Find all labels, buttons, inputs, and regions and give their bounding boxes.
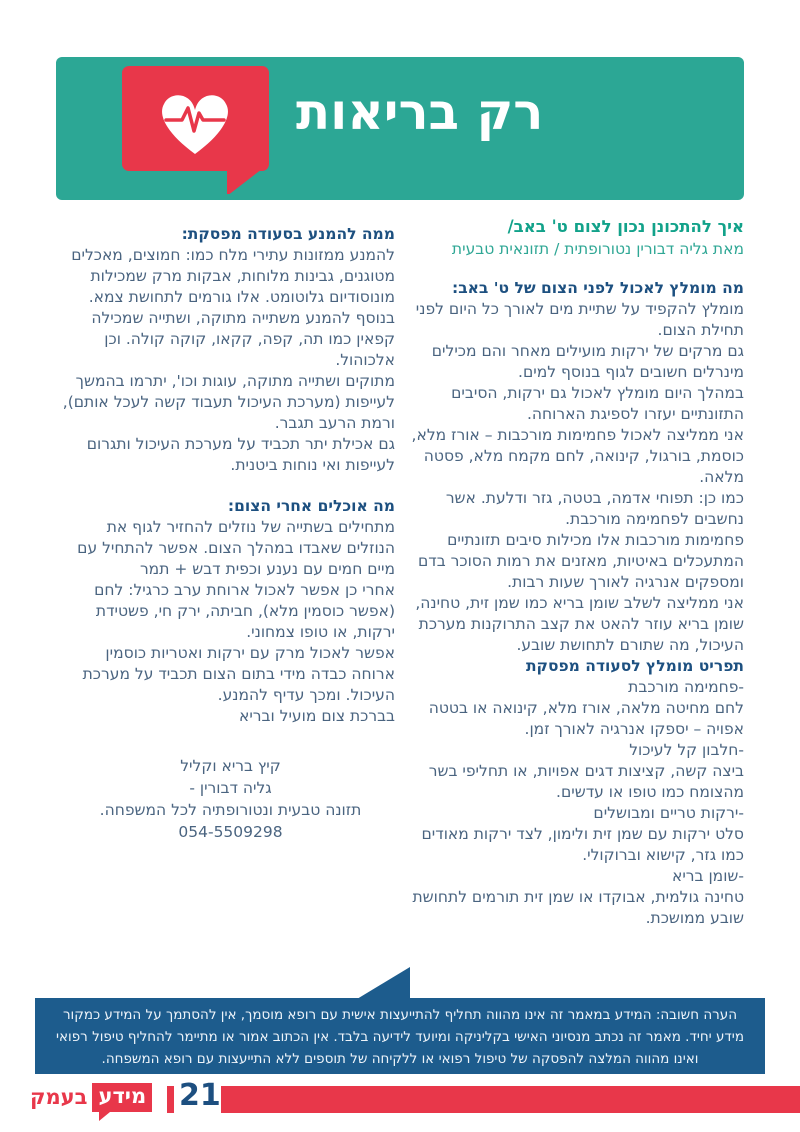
section-heading: תפריט מומלץ לסעודה מפסקת bbox=[525, 657, 744, 675]
publication-logo bbox=[30, 1083, 152, 1112]
section-heading: מה אוכלים אחרי הצום: bbox=[227, 497, 395, 515]
paragraph: אחרי כן אפשר לאכול ארוחת ערב כרגיל: לחם (אפשר כוסמין מלא), חביתה, ירק חי, פשטידת ירקות, או טופו צמחוני. bbox=[94, 581, 395, 641]
paragraph: מתחילים בשתייה של נוזלים להחזיר לגוף את הנוזלים שאבדו במהלך הצום. אפשר להתחיל עם מיים חמים עם נענע וכפית דבש + תמר bbox=[77, 518, 395, 578]
section-title: רק בריאות bbox=[296, 83, 544, 141]
paragraph: במהלך היום מומלץ לאכול גם ירקות, הסיבים התזונתיים יעזרו לספיגת הארוחה. bbox=[451, 384, 744, 423]
paragraph: סלט ירקות עם שמן זית ולימון, לצד ירקות מאודים כמו גזר, קישוא וברוקולי. bbox=[421, 825, 744, 864]
signature-line: קיץ בריא וקליל bbox=[180, 757, 281, 775]
article-title: איך להתכונן נכון לצום ט' באב/ bbox=[507, 217, 744, 236]
disclaimer-note: הערה חשובה: המידע במאמר זה אינו מהווה תחליף להתייעצות אישית עם רופא מוסמך, אין להסתמך על המידע כמקור מידע יחיד. מאמר זה נכתב מנסיוני האישי בקליניקה ומיועד לידיעה בלבד. אין הכתוב אמור או מתיימר להחליף טיפול רפואי ואינו מהווה המלצה להפסקה של טיפול רפואי או ללקיחה של תוספים ללא התייעצות עם רופא המשפחה. bbox=[35, 998, 765, 1074]
logo-word: בעמק bbox=[30, 1085, 88, 1109]
article-column-left bbox=[56, 216, 395, 929]
paragraph: להמנע ממזונות עתירי מלח כמו: חמוצים, מאכלים מטוגנים, גבינות מלוחות, אבקות מרק שמכילות מונוסודיום גלוטומט. אלו גורמים לתחושת צמא. bbox=[71, 246, 395, 306]
article-column-right bbox=[411, 216, 744, 929]
logo-speech-bubble: מידע bbox=[92, 1083, 152, 1112]
paragraph: גם מרקים של ירקות מועילים מאחר והם מכילים מינרלים חשובים לגוף בנוסף למים. bbox=[431, 342, 744, 381]
paragraph: מומלץ להקפיד על שתיית מים לאורך כל היום לפני תחילת הצום. bbox=[415, 300, 744, 339]
list-item: -חלבון קל לעיכול bbox=[629, 741, 744, 759]
article-body bbox=[56, 216, 744, 929]
paragraph: מתוקים ושתייה מתוקה, עוגות וכו', יתרמו בהמשך לעייפות (מערכת העיכול תעבוד קשה לעכל אותם), ורמת הרעב תגבר. bbox=[62, 372, 395, 432]
page-number: 21 bbox=[179, 1078, 221, 1113]
paragraph: בברכת צום מועיל ובריא bbox=[238, 707, 395, 725]
paragraph: ביצה קשה, קציצות דגים אפויות, או תחליפי בשר מהצומח כמו טופו או עדשים. bbox=[428, 762, 744, 801]
footer-red-bar bbox=[221, 1086, 800, 1113]
list-item: -ירקות טריים ומבושלים bbox=[593, 804, 744, 822]
section-header-banner bbox=[56, 57, 744, 200]
paragraph: פחמימות מורכבות אלו מכילות סיבים תזונתיים המתעכלים באיטיות, מאזנים את רמות הסוכר בדם ומספקים אנרגיה לאורך שעות רבות. bbox=[417, 531, 744, 591]
paragraph: כמו כן: תפוחי אדמה, בטטה, גזר ודלעת. אשר נחשבים לפחמימה מורכבת. bbox=[445, 489, 744, 528]
signature-line: גליה דבורין - bbox=[189, 779, 272, 797]
paragraph: אני ממליצה לאכול פחמימות מורכבות – אורז מלא, כוסמת, בורגול, קינואה, לחם מקמח מלא, פסטה מלאה. bbox=[411, 426, 744, 486]
paragraph: גם אכילת יתר תכביד על מערכת העיכול ותגרום לעייפות ואי נוחות ביטנית. bbox=[86, 435, 395, 474]
signature-line: תזונה טבעית ונטורופתיה לכל המשפחה. bbox=[99, 801, 362, 819]
heart-pulse-speech-bubble-icon bbox=[122, 66, 269, 194]
paragraph: בנוסף להמנע משתייה מתוקה, ושתייה שמכילה קפאין כמו תה, קפה, קקאו, קוקה קולה. וכן אלכוהול. bbox=[91, 309, 395, 369]
note-bubble-tail bbox=[357, 967, 410, 999]
section-heading: מה מומלץ לאכול לפני הצום של ט' באב: bbox=[452, 279, 744, 297]
section-heading: ממה להמנע בסעודה מפסקת: bbox=[181, 225, 395, 243]
paragraph: טחינה גולמית, אבוקדו או שמן זית תורמים לתחושת שובע ממושכת. bbox=[412, 888, 744, 927]
phone-number: 054-5509298 bbox=[178, 823, 283, 841]
paragraph: אפשר לאכול מרק עם ירקות ואטריות כוסמין bbox=[105, 644, 395, 662]
paragraph: אני ממליצה לשלב שומן בריא כמו שמן זית, טחינה, שומן בריא עוזר להאט את קצב התרוקנות מערכת העיכול, מה שתורם לתחושת שובע. bbox=[415, 594, 744, 654]
list-item: -פחמימה מורכבת bbox=[628, 678, 744, 696]
article-byline: מאת גליה דבורין נטורופתית / תזונאית טבעית bbox=[451, 240, 744, 258]
author-signature-block bbox=[56, 755, 395, 843]
list-item: -שומן בריא bbox=[671, 867, 744, 885]
footer-red-stripe bbox=[167, 1086, 174, 1113]
paragraph: לחם מחיטה מלאה, אורז מלא, קינואה או בטטה אפויה – יספקו אנרגיה לאורך זמן. bbox=[428, 699, 744, 738]
paragraph: ארוחה כבדה מידי בתום הצום תכביד על מערכת העיכול. ומכך עדיף להמנע. bbox=[82, 665, 395, 704]
